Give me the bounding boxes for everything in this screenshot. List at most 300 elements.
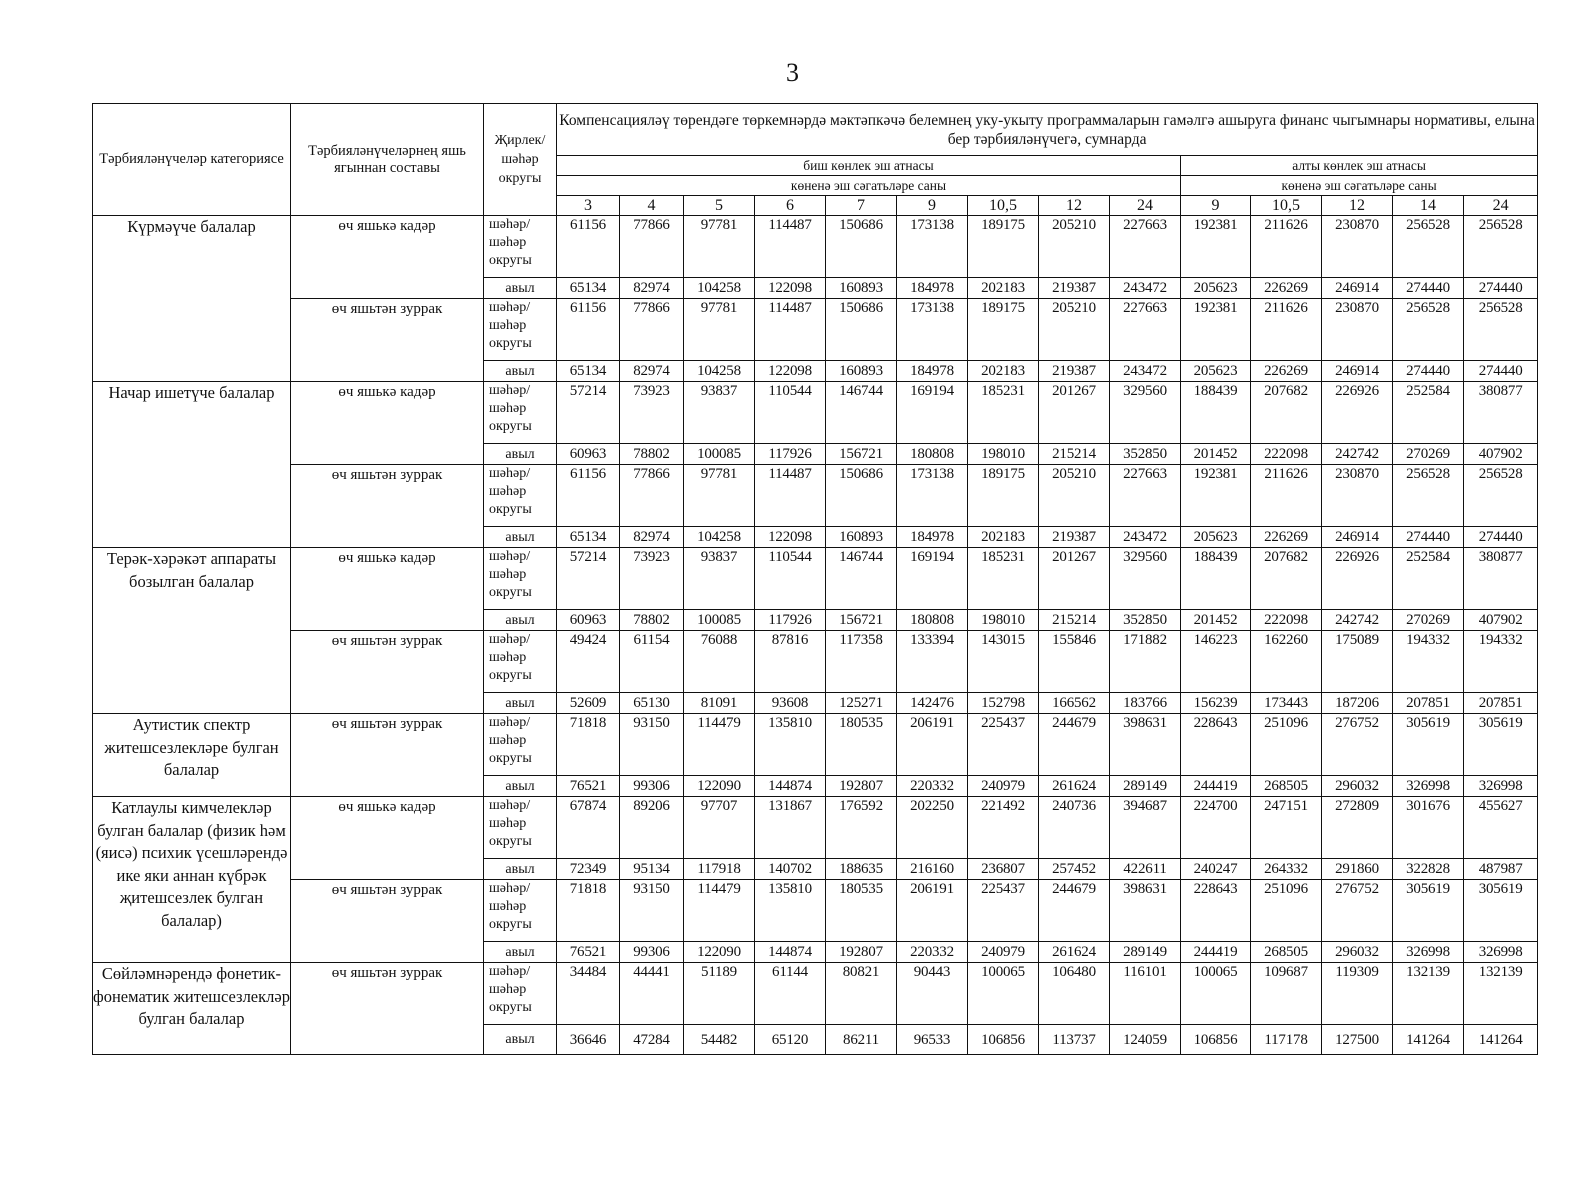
value-cell: 211626 (1251, 465, 1322, 527)
value-cell: 119309 (1322, 963, 1393, 1025)
value-cell: 117358 (826, 631, 897, 693)
value-cell: 189175 (968, 216, 1039, 278)
value-cell: 162260 (1251, 631, 1322, 693)
value-cell: 240247 (1181, 859, 1251, 880)
value-cell: 296032 (1322, 942, 1393, 963)
locality-urban-cell: шәһәр/ шәһәр округы (484, 963, 557, 1025)
value-cell: 243472 (1110, 278, 1181, 299)
value-cell: 274440 (1393, 361, 1464, 382)
value-cell: 93608 (755, 693, 826, 714)
value-cell: 256528 (1464, 465, 1538, 527)
table-row (93, 880, 1538, 942)
value-cell: 189175 (968, 465, 1039, 527)
value-cell: 184978 (897, 278, 968, 299)
value-cell: 114479 (684, 714, 755, 776)
header-hours-cell: 14 (1393, 196, 1464, 216)
value-cell: 301676 (1393, 797, 1464, 859)
locality-rural-cell: авыл (484, 776, 557, 797)
age-group-cell: өч яшьтән зуррак (291, 465, 484, 548)
value-cell: 73923 (620, 382, 684, 444)
value-cell: 244419 (1181, 776, 1251, 797)
value-cell: 150686 (826, 465, 897, 527)
value-cell: 226269 (1251, 361, 1322, 382)
value-cell: 222098 (1251, 610, 1322, 631)
value-cell: 34484 (557, 963, 620, 1025)
value-cell: 220332 (897, 942, 968, 963)
value-cell: 326998 (1464, 942, 1538, 963)
header-main-title: Компенсацияләү төрендәге төркемнәрдә мәктәпкәчә белемнең уку-укыту программаларын гамәлгә ашыруга финанс чыгымнары нормативы, елына бер тәрбияләнүчегә, сумнарда (557, 104, 1538, 156)
value-cell: 187206 (1322, 693, 1393, 714)
locality-rural-cell: авыл (484, 527, 557, 548)
value-cell: 268505 (1251, 776, 1322, 797)
value-cell: 133394 (897, 631, 968, 693)
value-cell: 226269 (1251, 527, 1322, 548)
value-cell: 97781 (684, 465, 755, 527)
locality-rural-cell: авыл (484, 610, 557, 631)
value-cell: 322828 (1393, 859, 1464, 880)
value-cell: 236807 (968, 859, 1039, 880)
header-hours-label: көненә эш сәгатьләре саны (1181, 176, 1538, 196)
table-row (93, 382, 1538, 444)
value-cell: 226926 (1322, 382, 1393, 444)
header-five-day-week: биш көнлек эш атнасы (557, 156, 1181, 176)
value-cell: 97781 (684, 216, 755, 278)
value-cell: 206191 (897, 714, 968, 776)
value-cell: 141264 (1393, 1025, 1464, 1055)
value-cell: 289149 (1110, 776, 1181, 797)
value-cell: 407902 (1464, 610, 1538, 631)
value-cell: 247151 (1251, 797, 1322, 859)
header-hours-cell: 12 (1039, 196, 1110, 216)
locality-urban-cell: шәһәр/ шәһәр округы (484, 382, 557, 444)
value-cell: 110544 (755, 382, 826, 444)
value-cell: 189175 (968, 299, 1039, 361)
value-cell: 125271 (826, 693, 897, 714)
value-cell: 394687 (1110, 797, 1181, 859)
value-cell: 326998 (1464, 776, 1538, 797)
value-cell: 202250 (897, 797, 968, 859)
value-cell: 65120 (755, 1025, 826, 1055)
value-cell: 256528 (1464, 216, 1538, 278)
value-cell: 221492 (968, 797, 1039, 859)
value-cell: 122090 (684, 776, 755, 797)
value-cell: 113737 (1039, 1025, 1110, 1055)
value-cell: 114479 (684, 880, 755, 942)
normatives-table (92, 103, 1538, 1055)
value-cell: 52609 (557, 693, 620, 714)
header-category: Тәрбияләнүчеләр категориясе (93, 104, 291, 216)
value-cell: 274440 (1393, 527, 1464, 548)
value-cell: 251096 (1251, 714, 1322, 776)
value-cell: 215214 (1039, 444, 1110, 465)
value-cell: 243472 (1110, 361, 1181, 382)
age-group-cell: өч яшькә кадәр (291, 382, 484, 465)
value-cell: 132139 (1464, 963, 1538, 1025)
value-cell: 207851 (1393, 693, 1464, 714)
value-cell: 205623 (1181, 527, 1251, 548)
value-cell: 380877 (1464, 382, 1538, 444)
value-cell: 36646 (557, 1025, 620, 1055)
value-cell: 198010 (968, 610, 1039, 631)
value-cell: 80821 (826, 963, 897, 1025)
value-cell: 272809 (1322, 797, 1393, 859)
value-cell: 146744 (826, 382, 897, 444)
value-cell: 96533 (897, 1025, 968, 1055)
value-cell: 114487 (755, 216, 826, 278)
header-hours-cell: 12 (1322, 196, 1393, 216)
value-cell: 201452 (1181, 444, 1251, 465)
value-cell: 188439 (1181, 548, 1251, 610)
value-cell: 192807 (826, 776, 897, 797)
value-cell: 160893 (826, 361, 897, 382)
value-cell: 198010 (968, 444, 1039, 465)
value-cell: 202183 (968, 527, 1039, 548)
value-cell: 114487 (755, 299, 826, 361)
value-cell: 205210 (1039, 465, 1110, 527)
value-cell: 180535 (826, 714, 897, 776)
table-row (93, 631, 1538, 693)
value-cell: 201267 (1039, 382, 1110, 444)
value-cell: 109687 (1251, 963, 1322, 1025)
category-cell: Терәк-хәрәкәт аппараты бозылган балалар (93, 548, 291, 714)
value-cell: 398631 (1110, 714, 1181, 776)
locality-urban-cell: шәһәр/ шәһәр округы (484, 714, 557, 776)
value-cell: 67874 (557, 797, 620, 859)
value-cell: 184978 (897, 361, 968, 382)
value-cell: 77866 (620, 299, 684, 361)
value-cell: 106856 (968, 1025, 1039, 1055)
value-cell: 51189 (684, 963, 755, 1025)
locality-urban-cell: шәһәр/ шәһәр округы (484, 631, 557, 693)
value-cell: 305619 (1464, 714, 1538, 776)
value-cell: 150686 (826, 299, 897, 361)
value-cell: 76521 (557, 776, 620, 797)
header-hours-cell: 10,5 (1251, 196, 1322, 216)
age-group-cell: өч яшьтән зуррак (291, 963, 484, 1055)
category-cell: Сөйләмнәрендә фонетик-фонематик житешсезлекләр булган балалар (93, 963, 291, 1055)
locality-urban-cell: шәһәр/ шәһәр округы (484, 548, 557, 610)
page-number: 3 (786, 58, 799, 87)
value-cell: 122098 (755, 527, 826, 548)
locality-rural-cell: авыл (484, 859, 557, 880)
value-cell: 124059 (1110, 1025, 1181, 1055)
category-cell: Күрмәүче балалар (93, 216, 291, 382)
value-cell: 201267 (1039, 548, 1110, 610)
value-cell: 422611 (1110, 859, 1181, 880)
value-cell: 173138 (897, 216, 968, 278)
value-cell: 93150 (620, 880, 684, 942)
value-cell: 192381 (1181, 216, 1251, 278)
locality-rural-cell: авыл (484, 361, 557, 382)
value-cell: 211626 (1251, 299, 1322, 361)
value-cell: 227663 (1110, 465, 1181, 527)
value-cell: 99306 (620, 776, 684, 797)
value-cell: 104258 (684, 527, 755, 548)
value-cell: 252584 (1393, 548, 1464, 610)
locality-rural-cell: авыл (484, 444, 557, 465)
value-cell: 226926 (1322, 548, 1393, 610)
value-cell: 205623 (1181, 278, 1251, 299)
value-cell: 156239 (1181, 693, 1251, 714)
age-group-cell: өч яшькә кадәр (291, 548, 484, 631)
value-cell: 104258 (684, 278, 755, 299)
value-cell: 160893 (826, 278, 897, 299)
value-cell: 398631 (1110, 880, 1181, 942)
header-locality: Җирлек/ шәһәр округы (484, 104, 557, 216)
value-cell: 89206 (620, 797, 684, 859)
table-row (93, 548, 1538, 610)
value-cell: 326998 (1393, 776, 1464, 797)
value-cell: 169194 (897, 548, 968, 610)
value-cell: 188439 (1181, 382, 1251, 444)
value-cell: 220332 (897, 776, 968, 797)
value-cell: 329560 (1110, 382, 1181, 444)
value-cell: 228643 (1181, 880, 1251, 942)
value-cell: 47284 (620, 1025, 684, 1055)
value-cell: 100065 (968, 963, 1039, 1025)
value-cell: 205623 (1181, 361, 1251, 382)
value-cell: 194332 (1393, 631, 1464, 693)
header-hours-cell: 9 (897, 196, 968, 216)
value-cell: 192381 (1181, 299, 1251, 361)
value-cell: 227663 (1110, 299, 1181, 361)
value-cell: 95134 (620, 859, 684, 880)
value-cell: 242742 (1322, 610, 1393, 631)
category-cell: Начар ишетүче балалар (93, 382, 291, 548)
value-cell: 93837 (684, 382, 755, 444)
table-row (93, 299, 1538, 361)
value-cell: 274440 (1464, 361, 1538, 382)
value-cell: 305619 (1393, 880, 1464, 942)
value-cell: 240736 (1039, 797, 1110, 859)
value-cell: 65134 (557, 527, 620, 548)
value-cell: 205210 (1039, 299, 1110, 361)
value-cell: 256528 (1393, 216, 1464, 278)
value-cell: 82974 (620, 361, 684, 382)
table-row (93, 714, 1538, 776)
value-cell: 140702 (755, 859, 826, 880)
locality-urban-cell: шәһәр/ шәһәр округы (484, 216, 557, 278)
value-cell: 106856 (1181, 1025, 1251, 1055)
value-cell: 61144 (755, 963, 826, 1025)
value-cell: 270269 (1393, 610, 1464, 631)
value-cell: 256528 (1464, 299, 1538, 361)
value-cell: 256528 (1393, 299, 1464, 361)
value-cell: 61156 (557, 299, 620, 361)
value-cell: 276752 (1322, 714, 1393, 776)
header-hours-cell: 9 (1181, 196, 1251, 216)
value-cell: 180535 (826, 880, 897, 942)
value-cell: 455627 (1464, 797, 1538, 859)
value-cell: 305619 (1464, 880, 1538, 942)
value-cell: 57214 (557, 548, 620, 610)
value-cell: 206191 (897, 880, 968, 942)
value-cell: 207682 (1251, 548, 1322, 610)
value-cell: 240979 (968, 776, 1039, 797)
value-cell: 274440 (1464, 527, 1538, 548)
value-cell: 185231 (968, 382, 1039, 444)
value-cell: 246914 (1322, 278, 1393, 299)
value-cell: 93837 (684, 548, 755, 610)
value-cell: 135810 (755, 714, 826, 776)
value-cell: 243472 (1110, 527, 1181, 548)
value-cell: 87816 (755, 631, 826, 693)
value-cell: 380877 (1464, 548, 1538, 610)
value-cell: 207682 (1251, 382, 1322, 444)
value-cell: 251096 (1251, 880, 1322, 942)
locality-rural-cell: авыл (484, 693, 557, 714)
value-cell: 211626 (1251, 216, 1322, 278)
value-cell: 246914 (1322, 527, 1393, 548)
value-cell: 175089 (1322, 631, 1393, 693)
age-group-cell: өч яшьтән зуррак (291, 714, 484, 797)
value-cell: 100085 (684, 610, 755, 631)
value-cell: 71818 (557, 714, 620, 776)
value-cell: 117178 (1251, 1025, 1322, 1055)
value-cell: 188635 (826, 859, 897, 880)
value-cell: 244419 (1181, 942, 1251, 963)
value-cell: 82974 (620, 278, 684, 299)
value-cell: 65134 (557, 361, 620, 382)
value-cell: 173138 (897, 465, 968, 527)
value-cell: 104258 (684, 361, 755, 382)
age-group-cell: өч яшькә кадәр (291, 216, 484, 299)
value-cell: 219387 (1039, 527, 1110, 548)
value-cell: 230870 (1322, 299, 1393, 361)
header-hours-cell: 24 (1464, 196, 1538, 216)
header-age: Тәрбияләнүчеләрнең яшь ягыннан составы (291, 104, 484, 216)
value-cell: 99306 (620, 942, 684, 963)
age-group-cell: өч яшьтән зуррак (291, 631, 484, 714)
age-group-cell: өч яшьтән зуррак (291, 299, 484, 382)
table-row (93, 216, 1538, 278)
header-hours-cell: 4 (620, 196, 684, 216)
value-cell: 291860 (1322, 859, 1393, 880)
value-cell: 146744 (826, 548, 897, 610)
value-cell: 61156 (557, 465, 620, 527)
value-cell: 156721 (826, 444, 897, 465)
value-cell: 264332 (1251, 859, 1322, 880)
value-cell: 60963 (557, 610, 620, 631)
value-cell: 117926 (755, 610, 826, 631)
value-cell: 230870 (1322, 216, 1393, 278)
value-cell: 246914 (1322, 361, 1393, 382)
header-hours-cell: 10,5 (968, 196, 1039, 216)
locality-rural-cell: авыл (484, 942, 557, 963)
value-cell: 222098 (1251, 444, 1322, 465)
value-cell: 44441 (620, 963, 684, 1025)
value-cell: 230870 (1322, 465, 1393, 527)
value-cell: 72349 (557, 859, 620, 880)
value-cell: 160893 (826, 527, 897, 548)
value-cell: 106480 (1039, 963, 1110, 1025)
value-cell: 244679 (1039, 714, 1110, 776)
value-cell: 171882 (1110, 631, 1181, 693)
header-hours-cell: 3 (557, 196, 620, 216)
value-cell: 225437 (968, 714, 1039, 776)
value-cell: 60963 (557, 444, 620, 465)
value-cell: 117926 (755, 444, 826, 465)
value-cell: 144874 (755, 776, 826, 797)
value-cell: 192807 (826, 942, 897, 963)
value-cell: 156721 (826, 610, 897, 631)
table-row (93, 963, 1538, 1025)
value-cell: 215214 (1039, 610, 1110, 631)
header-hours-cell: 7 (826, 196, 897, 216)
value-cell: 219387 (1039, 361, 1110, 382)
value-cell: 226269 (1251, 278, 1322, 299)
value-cell: 296032 (1322, 776, 1393, 797)
value-cell: 240979 (968, 942, 1039, 963)
header-hours-cell: 5 (684, 196, 755, 216)
header-hours-cell: 6 (755, 196, 826, 216)
value-cell: 487987 (1464, 859, 1538, 880)
value-cell: 274440 (1393, 278, 1464, 299)
value-cell: 192381 (1181, 465, 1251, 527)
value-cell: 132139 (1393, 963, 1464, 1025)
value-cell: 82974 (620, 527, 684, 548)
value-cell: 146223 (1181, 631, 1251, 693)
table-row (93, 797, 1538, 859)
value-cell: 201452 (1181, 610, 1251, 631)
value-cell: 71818 (557, 880, 620, 942)
value-cell: 143015 (968, 631, 1039, 693)
value-cell: 127500 (1322, 1025, 1393, 1055)
value-cell: 77866 (620, 216, 684, 278)
value-cell: 110544 (755, 548, 826, 610)
value-cell: 114487 (755, 465, 826, 527)
value-cell: 49424 (557, 631, 620, 693)
value-cell: 57214 (557, 382, 620, 444)
value-cell: 224700 (1181, 797, 1251, 859)
value-cell: 184978 (897, 527, 968, 548)
value-cell: 202183 (968, 361, 1039, 382)
value-cell: 219387 (1039, 278, 1110, 299)
locality-urban-cell: шәһәр/ шәһәр округы (484, 797, 557, 859)
table-row (93, 465, 1538, 527)
value-cell: 407902 (1464, 444, 1538, 465)
value-cell: 244679 (1039, 880, 1110, 942)
value-cell: 117918 (684, 859, 755, 880)
value-cell: 97781 (684, 299, 755, 361)
value-cell: 90443 (897, 963, 968, 1025)
value-cell: 180808 (897, 610, 968, 631)
value-cell: 194332 (1464, 631, 1538, 693)
value-cell: 61156 (557, 216, 620, 278)
value-cell: 227663 (1110, 216, 1181, 278)
value-cell: 256528 (1393, 465, 1464, 527)
value-cell: 144874 (755, 942, 826, 963)
value-cell: 352850 (1110, 444, 1181, 465)
value-cell: 289149 (1110, 942, 1181, 963)
value-cell: 252584 (1393, 382, 1464, 444)
value-cell: 329560 (1110, 548, 1181, 610)
value-cell: 205210 (1039, 216, 1110, 278)
value-cell: 61154 (620, 631, 684, 693)
value-cell: 93150 (620, 714, 684, 776)
value-cell: 225437 (968, 880, 1039, 942)
value-cell: 78802 (620, 610, 684, 631)
age-group-cell: өч яшьтән зуррак (291, 880, 484, 963)
value-cell: 77866 (620, 465, 684, 527)
value-cell: 169194 (897, 382, 968, 444)
value-cell: 242742 (1322, 444, 1393, 465)
value-cell: 173443 (1251, 693, 1322, 714)
value-cell: 122098 (755, 278, 826, 299)
value-cell: 54482 (684, 1025, 755, 1055)
value-cell: 261624 (1039, 776, 1110, 797)
value-cell: 268505 (1251, 942, 1322, 963)
